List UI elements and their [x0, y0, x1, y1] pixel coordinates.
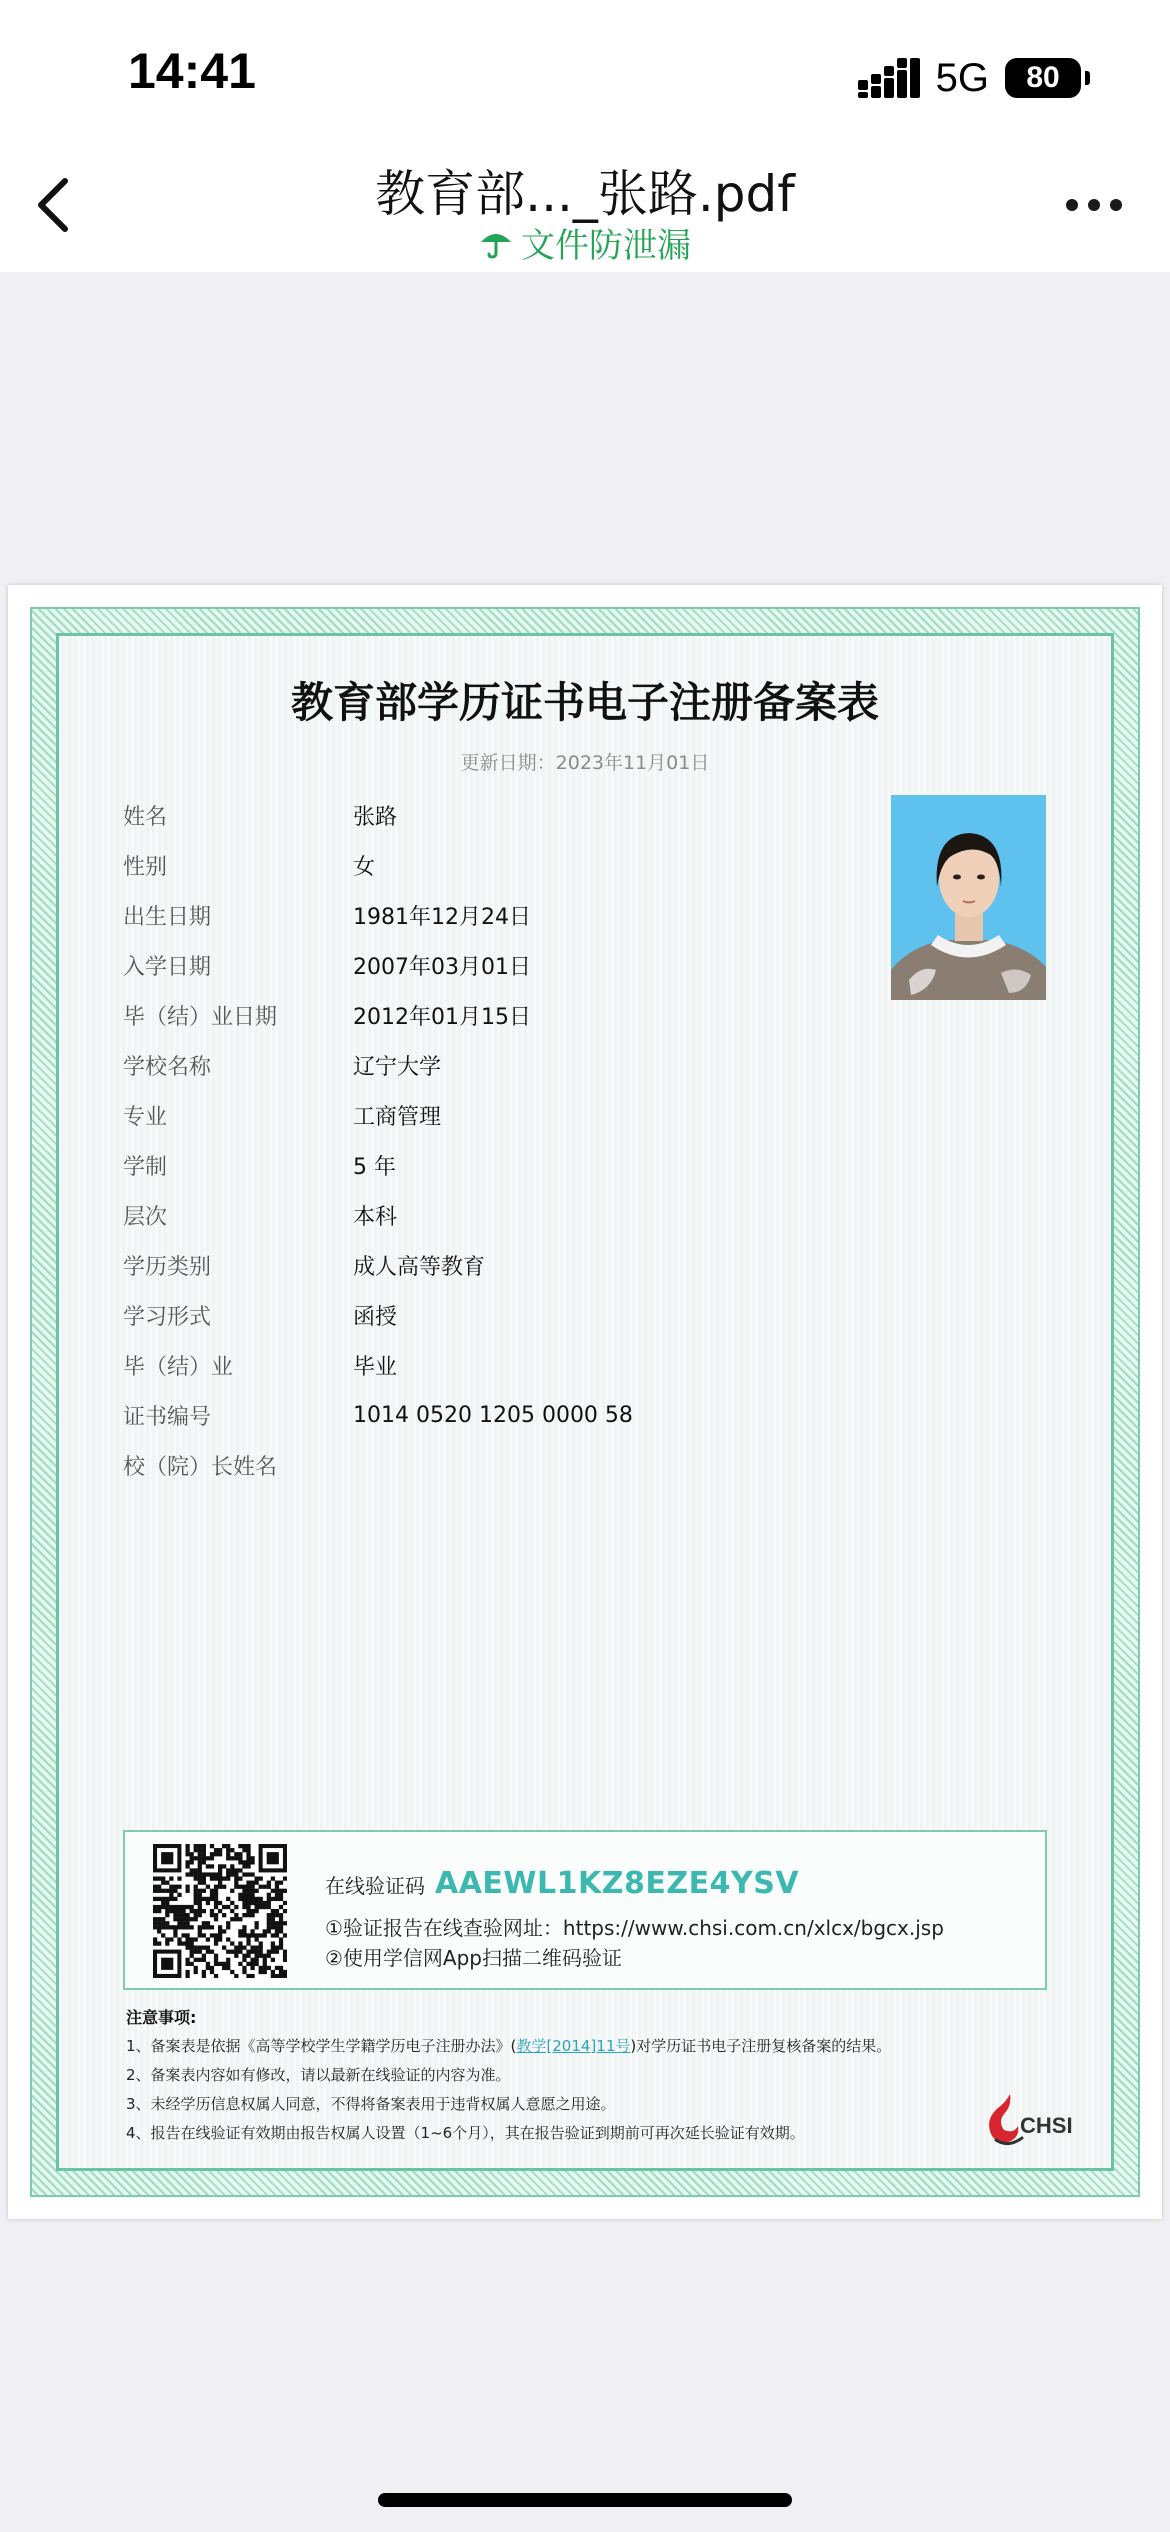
- note-link[interactable]: 教学[2014]11号: [516, 2037, 631, 2055]
- info-value: 毕业: [353, 1354, 398, 1380]
- network-label: 5G: [935, 55, 989, 100]
- note-text: 4、报告在线验证有效期由报告权属人设置（1~6个月），其在报告验证到期前可再次延长验证有效期。: [126, 2124, 805, 2142]
- status-bar: [0, 0, 1170, 140]
- info-label: 毕（结）业: [123, 1354, 234, 1380]
- verification-code-label: 在线验证码: [325, 1874, 425, 1898]
- info-label: 学习形式: [123, 1304, 212, 1330]
- battery-tip: [1085, 71, 1090, 85]
- info-value: 成人高等教育: [353, 1254, 486, 1280]
- portrait-image: [891, 795, 1046, 1000]
- nav-bar: [0, 140, 1170, 272]
- info-value: 5 年: [353, 1154, 396, 1180]
- info-value: 2007年03月01日: [353, 954, 531, 980]
- form-title: 教育部学历证书电子注册备案表: [290, 678, 879, 727]
- info-value: 辽宁大学: [353, 1054, 442, 1080]
- info-label: 层次: [123, 1204, 168, 1230]
- verification-code-line: [325, 1866, 799, 1901]
- more-dot-icon: [1110, 199, 1122, 211]
- info-row: [123, 1345, 923, 1385]
- notes-title: 注意事项:: [126, 2008, 197, 2027]
- more-dot-icon: [1066, 199, 1078, 211]
- info-row: [123, 1095, 923, 1135]
- note-text: 1、备案表是依据《高等学校学生学籍学历电子注册办法》(: [126, 2037, 517, 2055]
- info-value: 工商管理: [353, 1104, 442, 1130]
- verification-code: AAEWL1KZ8EZE4YSV: [435, 1866, 800, 1901]
- info-row: [123, 1195, 923, 1235]
- info-value: 女: [353, 854, 376, 880]
- battery-icon: [1005, 58, 1090, 98]
- id-photo: [891, 795, 1046, 1000]
- info-label: 毕（结）业日期: [123, 1004, 278, 1030]
- info-label: 性别: [123, 854, 168, 880]
- note-text: 2、备案表内容如有修改，请以最新在线验证的内容为准。: [126, 2066, 511, 2084]
- leak-protection-text: 文件防泄漏: [521, 226, 691, 266]
- info-row: [123, 995, 923, 1035]
- info-row: [123, 1245, 923, 1285]
- info-label: 专业: [123, 1104, 168, 1130]
- chevron-left-icon: [33, 175, 73, 235]
- info-label: 校（院）长姓名: [123, 1454, 278, 1480]
- info-label: 学校名称: [123, 1054, 212, 1080]
- info-label: 学历类别: [123, 1254, 212, 1280]
- qr-code[interactable]: [153, 1844, 287, 1978]
- pdf-page[interactable]: [8, 585, 1162, 2219]
- info-row: [123, 795, 923, 835]
- info-value: 张路: [353, 804, 398, 830]
- info-value: 2012年01月15日: [353, 1004, 531, 1030]
- info-row: [123, 1445, 923, 1485]
- info-label: 证书编号: [123, 1404, 212, 1430]
- status-time: 14:41: [128, 43, 256, 99]
- verification-url-line: ①验证报告在线查验网址：https://www.chsi.com.cn/xlcx/bgcx.jsp: [325, 1916, 944, 1940]
- update-date: 更新日期：2023年11月01日: [460, 752, 710, 774]
- document-title: 教育部..._张路.pdf: [375, 165, 795, 223]
- info-value: 函授: [353, 1304, 398, 1330]
- info-value: 1981年12月24日: [353, 904, 531, 930]
- info-row: [123, 845, 923, 885]
- status-indicators: [858, 54, 1090, 102]
- info-value: 本科: [353, 1204, 398, 1230]
- verification-box: [123, 1830, 1047, 1990]
- info-row: [123, 1395, 923, 1435]
- info-row: [123, 1295, 923, 1335]
- leak-protection-label[interactable]: [185, 218, 985, 267]
- info-row: [123, 1045, 923, 1085]
- info-row: [123, 895, 923, 935]
- note-item: [126, 2064, 511, 2085]
- home-indicator[interactable]: [378, 2493, 792, 2507]
- verification-app-line: ②使用学信网App扫描二维码验证: [325, 1946, 623, 1970]
- note-item: [126, 2035, 891, 2056]
- umbrella-icon: [479, 226, 513, 260]
- back-button[interactable]: [18, 170, 88, 240]
- info-label: 姓名: [123, 804, 168, 830]
- info-value: 1014 0520 1205 0000 58: [353, 1402, 633, 1428]
- info-row: [123, 1145, 923, 1185]
- info-row: [123, 945, 923, 985]
- more-dot-icon: [1088, 199, 1100, 211]
- note-item: [126, 2122, 805, 2143]
- info-label: 学制: [123, 1154, 168, 1180]
- info-label: 入学日期: [123, 954, 212, 980]
- info-label: 出生日期: [123, 904, 212, 930]
- signal-icon: [858, 58, 920, 98]
- note-item: [126, 2093, 616, 2114]
- more-button[interactable]: [1054, 180, 1134, 230]
- chsi-logo-text: CHSI: [1020, 2113, 1073, 2138]
- note-text: )对学历证书电子注册复核备案的结果。: [630, 2037, 892, 2055]
- battery-level: 80: [1005, 58, 1081, 98]
- note-text: 3、未经学历信息权属人同意，不得将备案表用于违背权属人意愿之用途。: [126, 2095, 616, 2113]
